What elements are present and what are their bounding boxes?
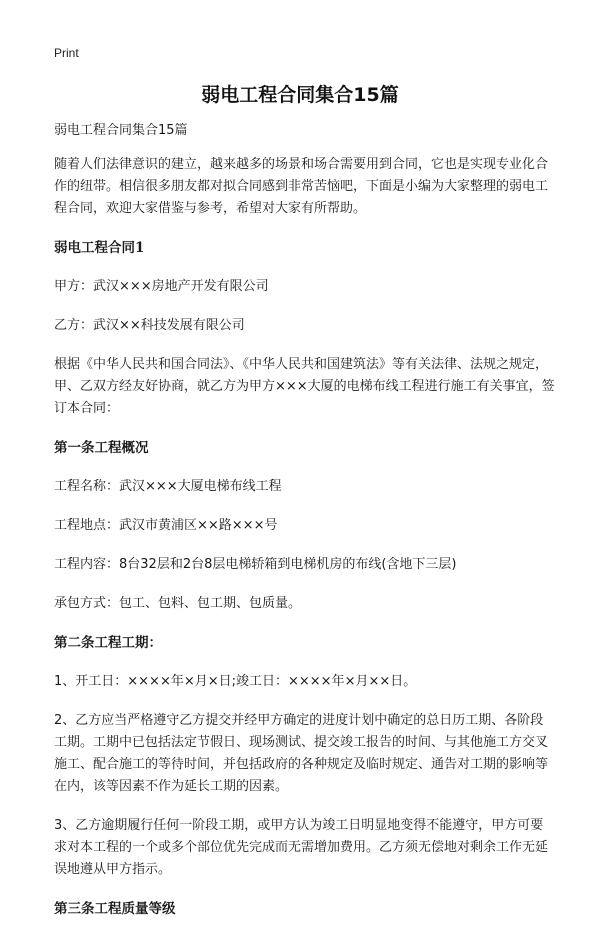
project-name: 工程名称：武汉×××大厦电梯布线工程 [54, 479, 282, 494]
print-link[interactable]: Print [54, 46, 79, 60]
project-content: 工程内容：8台32层和2台8层电梯轿箱到电梯机房的布线(含地下三层) [54, 557, 457, 572]
document-title: 弱电工程合同集合15篇 [201, 84, 399, 106]
preamble-paragraph: 根据《中华人民共和国合同法》、《中华人民共和国建筑法》等有关法律、法规之规定，甲、乙双方经友好协商，就乙方为甲方×××大厦的电梯布线工程进行施工有关事宜，签订本合同： [54, 357, 555, 416]
period-item-1: 1、开工日：××××年×月×日;竣工日：××××年×月××日。 [54, 674, 417, 689]
intro-paragraph: 随着人们法律意识的建立，越来越多的场景和场合需要用到合同，它也是实现专业化合作的纽带。相信很多朋友都对拟合同感到非常苦恼吧，下面是小编为大家整理的弱电工程合同，欢迎大家借鉴与参考，希望对大家有所帮助。 [54, 157, 549, 216]
party-a: 甲方：武汉×××房地产开发有限公司 [54, 279, 269, 294]
period-item-3: 3、乙方逾期履行任何一阶段工期，或甲方认为竣工日明显地变得不能遵守，甲方可要求对本工程的一个或多个部位优先完成而无需增加费用。乙方须无偿地对剩余工作无延误地遵从甲方指示。 [54, 818, 549, 877]
article-1-heading: 第一条工程概况 [54, 440, 149, 456]
party-b: 乙方：武汉××科技发展有限公司 [54, 318, 245, 333]
article-3-heading: 第三条工程质量等级 [54, 901, 176, 917]
contract-method: 承包方式：包工、包料、包工期、包质量。 [54, 596, 302, 611]
contract-heading: 弱电工程合同1 [54, 240, 145, 256]
document-subtitle: 弱电工程合同集合15篇 [54, 123, 188, 138]
document-body [54, 120, 556, 937]
article-2-heading: 第二条工程工期： [54, 635, 162, 651]
project-location: 工程地点：武汉市黄浦区××路×××号 [54, 518, 278, 533]
period-item-2: 2、乙方应当严格遵守乙方提交并经甲方确定的进度计划中确定的总日历工期、各阶段工期。工期中已包括法定节假日、现场测试、提交竣工报告的时间、与其他施工方交叉施工、配合施工的等待时间，并包括政府的各种规定及临时规定、通告对工期的影响等在内，该等因素不作为延长工期的因素。 [54, 713, 549, 794]
